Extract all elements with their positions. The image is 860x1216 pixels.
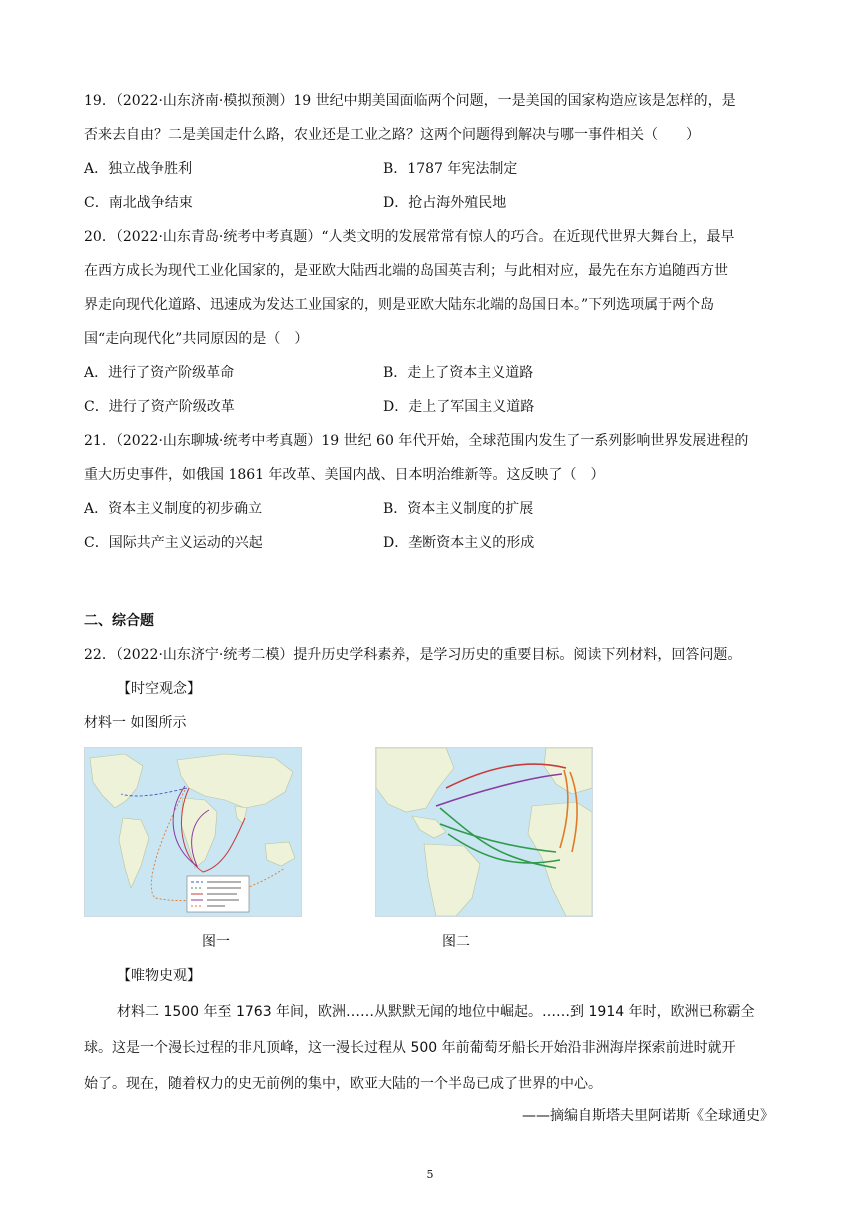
- q21-option-c: C．国际共产主义运动的兴起: [84, 535, 263, 551]
- figure-one-map: [84, 747, 302, 917]
- figure-one-caption: 图一: [202, 934, 230, 950]
- q19-option-c: C．南北战争结束: [84, 195, 193, 211]
- figure-two-map: [375, 747, 593, 917]
- q22-stem: 22．（2022·山东济宁·统考二模）提升历史学科素养，是学习历史的重要目标。阅读下列材料，回答问题。: [84, 647, 742, 663]
- q21-option-d: D．垄断资本主义的形成: [383, 535, 535, 551]
- tag-spacetime: 【时空观念】: [117, 681, 201, 697]
- material-one-label: 材料一 如图所示: [84, 715, 187, 731]
- q20-stem-line3: 界走向现代化道路、迅速成为发达工业国家的，则是亚欧大陆东北端的岛国日本。”下列选项属于两个岛: [84, 297, 715, 313]
- page-number: 5: [426, 1168, 434, 1181]
- q21-stem-line1: 21．（2022·山东聊城·统考中考真题）19 世纪 60 年代开始，全球范围内发生了一系列影响世界发展进程的: [84, 433, 749, 449]
- q20-option-b: B．走上了资本主义道路: [383, 365, 534, 381]
- q20-stem-line1: 20．（2022·山东青岛·统考中考真题）“人类文明的发展常常有惊人的巧合。在近现代世界大舞台上，最早: [84, 229, 735, 245]
- tag-materialism: 【唯物史观】: [117, 968, 201, 984]
- q21-option-a: A．资本主义制度的初步确立: [84, 501, 263, 517]
- material-two-source: ——摘编自斯塔夫里阿诺斯《全球通史》: [522, 1108, 774, 1124]
- q20-stem-line4: 国“走向现代化”共同原因的是（ ）: [84, 331, 309, 347]
- material-two-line2: 球。这是一个漫长过程的非凡顶峰，这一漫长过程从 500 年前葡萄牙船长开始沿非洲海岸探索前进时就开: [84, 1040, 736, 1056]
- q19-stem-line2: 否来去自由？二是美国走什么路，农业还是工业之路？这两个问题得到解决与哪一事件相关（ ）: [84, 127, 700, 143]
- q20-stem-line2: 在西方成长为现代工业化国家的，是亚欧大陆西北端的岛国英吉利；与此相对应，最先在东方追随西方世: [84, 263, 728, 279]
- q19-option-d: D．抢占海外殖民地: [383, 195, 507, 211]
- material-two-line3: 始了。现在，随着权力的史无前例的集中，欧亚大陆的一个半岛已成了世界的中心。: [84, 1076, 602, 1092]
- figure-two-caption: 图二: [442, 934, 470, 950]
- q20-option-c: C．进行了资产阶级改革: [84, 399, 235, 415]
- q21-stem-line2: 重大历史事件，如俄国 1861 年改革、美国内战、日本明治维新等。这反映了（ ）: [84, 467, 605, 483]
- material-two-line1: 材料二 1500 年至 1763 年间，欧洲……从默默无闻的地位中崛起。……到 1914 年时，欧洲已称霸全: [117, 1004, 755, 1020]
- q20-option-a: A．进行了资产阶级革命: [84, 365, 235, 381]
- section-heading: 二、综合题: [84, 613, 154, 629]
- q20-option-d: D．走上了军国主义道路: [383, 399, 535, 415]
- q19-option-b: B．1787 年宪法制定: [383, 161, 518, 177]
- q21-option-b: B．资本主义制度的扩展: [383, 501, 534, 517]
- q19-option-a: A．独立战争胜利: [84, 161, 193, 177]
- q19-stem-line1: 19．（2022·山东济南·模拟预测）19 世纪中期美国面临两个问题，一是美国的国家构造应该是怎样的，是: [84, 93, 736, 109]
